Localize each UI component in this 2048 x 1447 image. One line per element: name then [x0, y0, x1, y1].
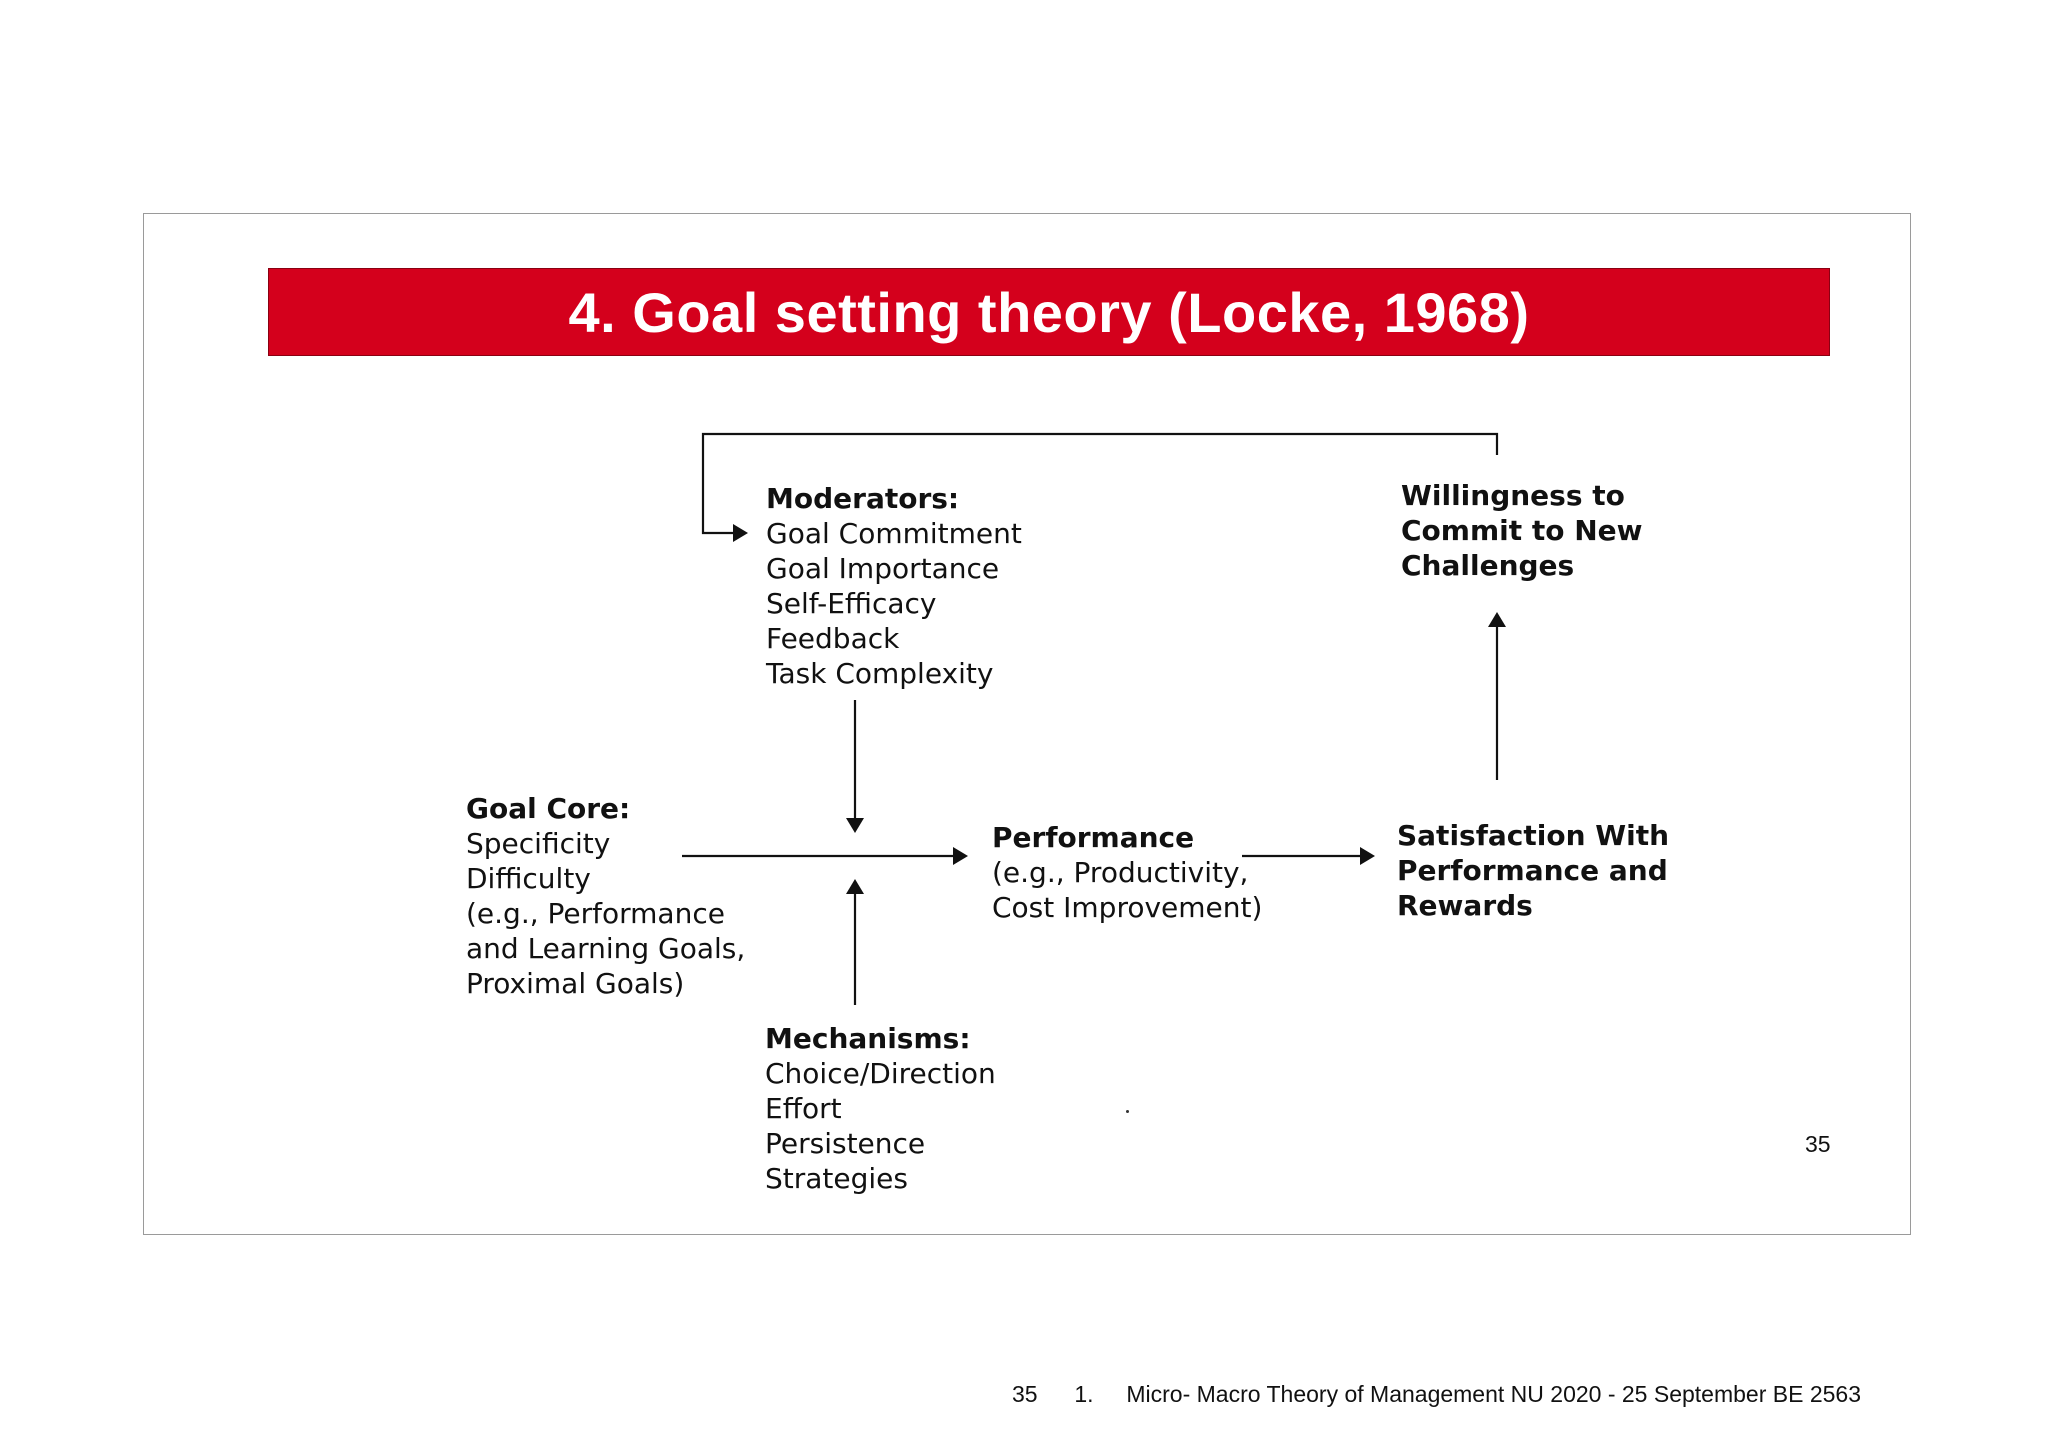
arrowhead-to-performance: [953, 847, 968, 865]
mechanisms-block: [765, 1021, 996, 1196]
performance-item: (e.g., Productivity,: [992, 856, 1249, 889]
footer-page-number: 35: [1012, 1381, 1038, 1407]
satisfaction-line: Performance and: [1397, 854, 1668, 887]
satisfaction-block: [1397, 818, 1669, 923]
goal-core-item: Difficulty: [466, 862, 591, 895]
arrowhead-to-satisfaction: [1360, 847, 1375, 865]
slide-title: 4. Goal setting theory (Locke, 1968): [568, 280, 1530, 344]
page-footer: [1012, 1381, 1861, 1408]
moderator-item: Goal Importance: [766, 552, 1000, 585]
mechanism-item: Choice/Direction: [765, 1057, 996, 1090]
performance-block: [992, 820, 1262, 925]
moderator-item: Goal Commitment: [766, 517, 1022, 550]
mechanisms-heading: Mechanisms:: [765, 1022, 971, 1055]
moderator-item: Feedback: [766, 622, 900, 655]
goal-core-item: Specificity: [466, 827, 611, 860]
performance-item: Cost Improvement): [992, 891, 1263, 924]
arrowhead-to-willingness: [1488, 612, 1506, 627]
goal-core-item: (e.g., Performance: [466, 897, 725, 930]
moderator-item: Task Complexity: [766, 657, 994, 690]
goal-core-heading: Goal Core:: [466, 792, 631, 825]
performance-heading: Performance: [992, 821, 1195, 854]
goal-core-block: [466, 791, 745, 1001]
footer-section: 1.: [1074, 1381, 1094, 1407]
arrowhead-moderators-down: [846, 818, 864, 833]
willingness-line: Commit to New: [1401, 514, 1643, 547]
mechanism-item: Strategies: [765, 1162, 908, 1195]
arrowhead-to-moderators: [733, 524, 748, 542]
goal-core-item: Proximal Goals): [466, 967, 685, 1000]
satisfaction-line: Satisfaction With: [1397, 819, 1670, 852]
stray-dot: [1126, 1110, 1129, 1113]
willingness-line: Willingness to: [1401, 479, 1625, 512]
moderators-block: [766, 481, 1022, 691]
slide-number: 35: [1805, 1131, 1831, 1157]
arrowhead-mechanisms-up: [846, 879, 864, 894]
mechanism-item: Persistence: [765, 1127, 926, 1160]
moderator-item: Self-Efficacy: [766, 587, 937, 620]
mechanism-item: Effort: [765, 1092, 842, 1125]
satisfaction-line: Rewards: [1397, 889, 1533, 922]
moderators-heading: Moderators:: [766, 482, 960, 515]
willingness-line: Challenges: [1401, 549, 1575, 582]
footer-text: Micro- Macro Theory of Management NU 2020 - 25 September BE 2563: [1126, 1381, 1861, 1407]
goal-core-item: and Learning Goals,: [466, 932, 746, 965]
willingness-block: [1401, 478, 1643, 583]
